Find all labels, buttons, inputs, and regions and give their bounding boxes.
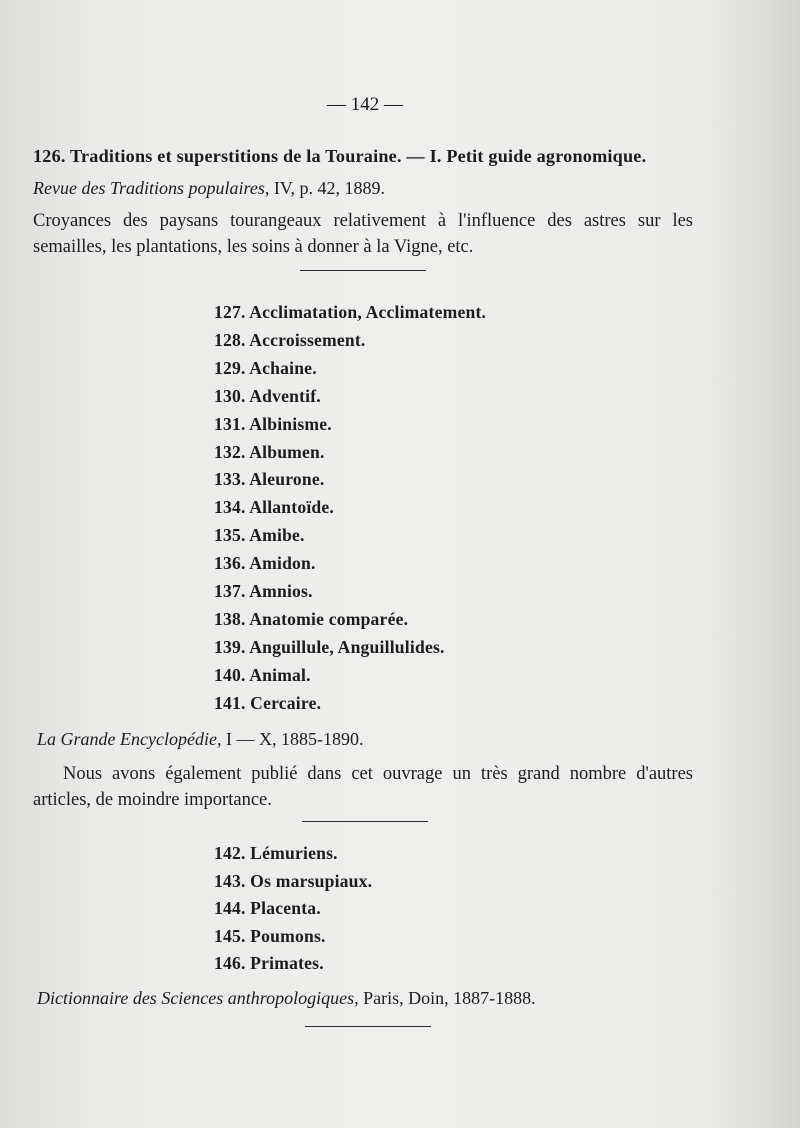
entry-item: 140. Animal. <box>214 664 311 685</box>
section-126-description: Croyances des paysans tourangeaux relativement à l'influence des astres sur les semailles, les plantations, les soins à donner à la Vigne, etc. <box>33 211 693 257</box>
entry-item: 146. Primates. <box>214 953 324 973</box>
section-126-citation <box>33 178 385 199</box>
entry-item: 130. Adventif. <box>214 385 321 406</box>
citation-journal-title: Revue des Traditions populaires <box>33 178 265 198</box>
dictionnaire-citation <box>37 988 536 1009</box>
entry-item: 129. Achaine. <box>214 357 317 378</box>
encyclopedie-note: Nous avons également publié dans cet ouvrage un très grand nombre d'autres articles, de moindre importance. <box>33 764 693 810</box>
encyclopedie-citation <box>37 729 363 750</box>
divider-rule <box>300 270 426 271</box>
page-number: — 142 — <box>327 94 403 115</box>
entry-item: 131. Albinisme. <box>214 413 332 434</box>
entry-item: 132. Albumen. <box>214 441 325 462</box>
entry-item: 127. Acclimatation, Acclimatement. <box>214 302 487 322</box>
divider-rule <box>302 821 428 822</box>
entry-item: 142. Lémuriens. <box>214 843 338 863</box>
entry-item: 137. Amnios. <box>214 581 313 601</box>
dictionnaire-title: Dictionnaire des Sciences anthropologiques, <box>37 988 359 1008</box>
encyclopedie-title: La Grande Encyclopédie <box>37 729 217 749</box>
entry-item: 136. Amidon. <box>214 553 316 574</box>
entry-item: 134. Allantoïde. <box>214 497 335 518</box>
section-126-heading: 126. Traditions et superstitions de la Touraine. — I. Petit guide agronomique. <box>33 146 647 166</box>
dictionnaire-details: Paris, Doin, 1887-1888. <box>358 988 536 1008</box>
entry-item: 128. Accroissement. <box>214 329 366 350</box>
entry-item: 139. Anguillule, Anguillulides. <box>214 636 445 657</box>
encyclopedie-details: , I — X, 1885-1890. <box>216 729 364 749</box>
citation-details: , IV, p. 42, 1889. <box>264 178 386 198</box>
divider-rule <box>305 1026 431 1027</box>
entry-item: 145. Poumons. <box>214 925 326 946</box>
entry-item: 135. Amibe. <box>214 525 305 546</box>
entry-item: 143. Os marsupiaux. <box>214 870 373 891</box>
entry-item: 144. Placenta. <box>214 898 321 918</box>
entry-item: 138. Anatomie comparée. <box>214 608 409 629</box>
entry-item: 141. Cercaire. <box>214 692 322 713</box>
entry-item: 133. Aleurone. <box>214 469 325 490</box>
